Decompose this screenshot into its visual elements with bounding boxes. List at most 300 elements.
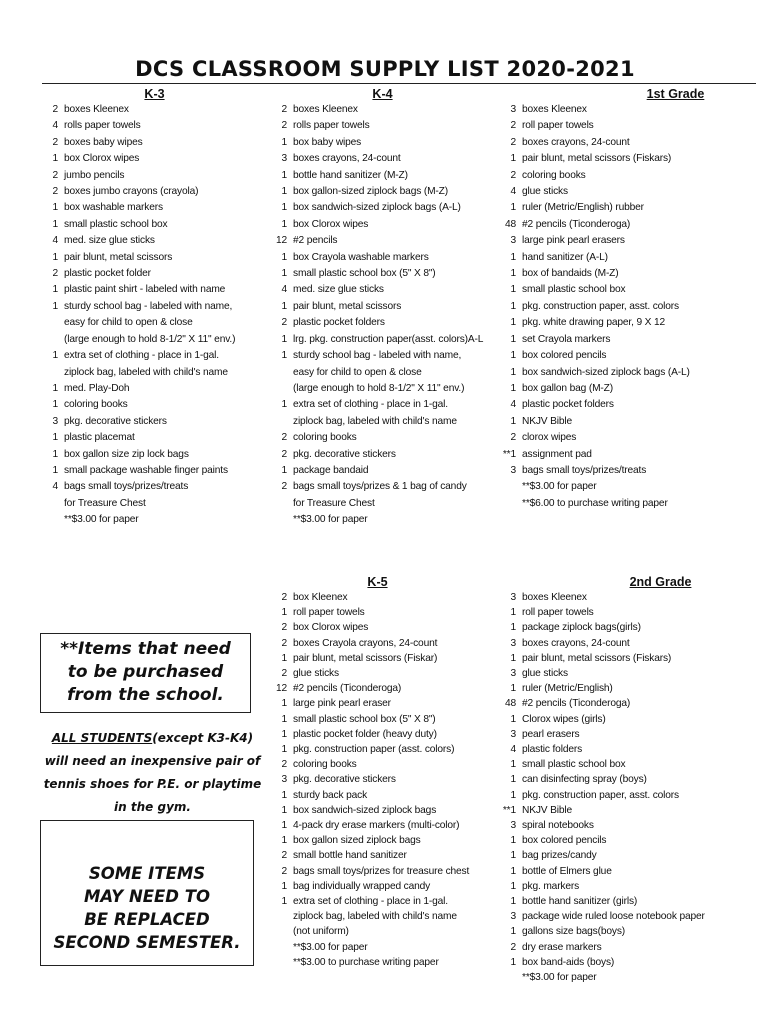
item-description: box colored pencils: [522, 835, 607, 847]
item-description: sturdy back pack: [293, 789, 368, 801]
item-description: box gallon-sized ziplock bags (M-Z): [293, 186, 448, 198]
item-description: #2 pencils: [293, 235, 338, 247]
item-quantity: 1: [52, 153, 58, 165]
list-item: [265, 818, 500, 833]
item-description: hand sanitizer (A-L): [522, 251, 608, 263]
item-quantity: 3: [52, 415, 58, 427]
list-item: [493, 200, 758, 216]
list-item: [265, 447, 500, 463]
list-item: [265, 681, 500, 696]
item-description: box Clorox wipes: [64, 153, 140, 165]
item-description: Clorox wipes (girls): [522, 713, 606, 725]
item-description: ziplock bag, labeled with child's name: [293, 415, 457, 427]
list-item: [493, 332, 758, 348]
item-description: plastic pocket folder: [64, 268, 151, 280]
item-description: boxes crayons, 24-count: [522, 637, 630, 649]
item-description: 4-pack dry erase markers (multi-color): [293, 820, 460, 832]
item-description: box colored pencils: [522, 350, 607, 362]
item-description: ziplock bag, labeled with child's name: [64, 366, 228, 378]
item-quantity: 1: [510, 366, 516, 378]
list-item: [493, 414, 758, 430]
item-description: box Crayola washable markers: [293, 251, 429, 263]
item-quantity: 1: [281, 333, 287, 345]
list-item: [493, 924, 758, 939]
item-description: assignment pad: [522, 448, 592, 460]
list-item: [265, 833, 500, 848]
item-quantity: 1: [281, 713, 287, 725]
page-title: DCS CLASSROOM SUPPLY LIST 2020-2021: [135, 57, 635, 81]
list-item: [265, 848, 500, 863]
item-description: bags small toys/prizes/treats: [64, 481, 189, 493]
list-item: [493, 250, 758, 266]
item-description: pair blunt, metal scissors: [64, 251, 173, 263]
k4-list: [265, 102, 500, 529]
item-description: ruler (Metric/English): [522, 683, 613, 695]
item-description: bottle of Elmers glue: [522, 865, 612, 877]
item-description: box gallon size zip lock bags: [64, 448, 189, 460]
item-quantity: 4: [52, 235, 58, 247]
item-quantity: 2: [510, 432, 516, 444]
item-description: spiral notebooks: [522, 820, 594, 832]
item-description: **$3.00 for paper: [522, 481, 597, 493]
item-quantity: 1: [510, 652, 516, 664]
item-description: plastic paint shirt - labeled with name: [64, 284, 226, 296]
students-note-line: tennis shoes for P.E. or playtime: [43, 777, 262, 791]
list-item: [493, 757, 758, 772]
item-description: plastic folders: [522, 744, 583, 756]
item-quantity: 2: [52, 136, 58, 148]
item-description: jumbo pencils: [64, 169, 125, 181]
list-item: [493, 496, 758, 512]
list-item: [493, 742, 758, 757]
item-quantity: 1: [281, 896, 287, 908]
item-description: pkg. markers: [522, 880, 580, 892]
item-quantity: 1: [510, 251, 516, 263]
item-description: box sandwich-sized ziplock bags (A-L): [522, 366, 690, 378]
item-quantity: 1: [510, 880, 516, 892]
list-item: [42, 233, 267, 249]
list-item: [265, 430, 500, 446]
item-description: pkg. construction paper, asst. colors: [522, 789, 679, 801]
item-quantity: 2: [281, 120, 287, 132]
list-item: [42, 512, 267, 528]
list-item: [493, 772, 758, 787]
item-quantity: [265, 924, 293, 939]
list-item: [42, 381, 267, 397]
item-description: package bandaid: [293, 464, 369, 476]
item-quantity: [42, 512, 64, 528]
item-quantity: 2: [281, 481, 287, 493]
item-quantity: 1: [510, 284, 516, 296]
item-description: small package washable finger paints: [64, 464, 228, 476]
list-item: [493, 955, 758, 970]
item-quantity: 3: [510, 592, 516, 603]
list-item: [493, 151, 758, 167]
list-item: [265, 184, 500, 200]
list-item: [42, 266, 267, 282]
item-quantity: 1: [52, 251, 58, 263]
item-quantity: 1: [510, 774, 516, 786]
k4-heading: K-4: [372, 87, 393, 101]
list-item: [265, 332, 500, 348]
grade2-list: [493, 590, 758, 985]
item-description: lrg. pkg. construction paper(asst. colors)A-L: [293, 333, 484, 345]
item-quantity: 1: [281, 820, 287, 832]
item-description: plastic pocket folder (heavy duty): [293, 728, 437, 740]
item-quantity: 2: [510, 120, 516, 132]
k3-column: [42, 86, 267, 529]
item-description: bags small toys/prizes/treats: [522, 464, 647, 476]
grade1-column: [493, 86, 758, 512]
list-item: [493, 727, 758, 742]
item-description: #2 pencils (Ticonderoga): [522, 698, 631, 710]
item-quantity: 2: [281, 448, 287, 460]
item-quantity: 48: [504, 698, 516, 710]
item-quantity: 4: [52, 481, 58, 493]
item-description: box washable markers: [64, 202, 163, 214]
item-quantity: 1: [281, 300, 287, 312]
list-item: [493, 803, 758, 818]
item-description: (large enough to hold 8-1/2" X 11" env.): [293, 382, 465, 394]
list-item: [265, 315, 500, 331]
item-quantity: 1: [52, 399, 58, 411]
k5-column: [265, 574, 500, 970]
list-item: [42, 200, 267, 216]
list-item: [493, 909, 758, 924]
item-description: glue sticks: [522, 668, 568, 680]
item-description: sturdy school bag - labeled with name,: [293, 350, 462, 362]
item-quantity: [265, 955, 293, 970]
item-description: large pink pearl eraser: [293, 698, 391, 710]
grade1-list: [493, 102, 758, 512]
list-item: [265, 712, 500, 727]
item-description: med. size glue sticks: [293, 284, 384, 296]
item-quantity: 2: [281, 622, 287, 634]
list-item: [493, 833, 758, 848]
item-description: #2 pencils (Ticonderoga): [522, 218, 631, 230]
item-description: extra set of clothing - place in 1-gal.: [293, 399, 448, 411]
list-item: [42, 315, 267, 331]
list-item: [265, 590, 500, 605]
item-description: pkg. decorative stickers: [293, 448, 396, 460]
list-item: [493, 118, 758, 134]
item-description: bottle hand sanitizer (M-Z): [293, 169, 408, 181]
students-note-line: in the gym.: [114, 800, 191, 814]
list-item: [42, 397, 267, 413]
list-item: [42, 102, 267, 118]
list-item: [493, 217, 758, 233]
item-description: boxes Kleenex: [293, 104, 358, 115]
list-item: [265, 605, 500, 620]
item-quantity: [42, 315, 64, 331]
item-quantity: 1: [281, 835, 287, 847]
item-description: med. size glue sticks: [64, 235, 155, 247]
item-quantity: 1: [52, 300, 58, 312]
item-description: plastic placemat: [64, 432, 135, 444]
item-quantity: 2: [52, 169, 58, 181]
item-description: pkg. decorative stickers: [293, 774, 396, 786]
list-item: [265, 233, 500, 249]
item-quantity: 1: [52, 432, 58, 444]
item-description: set Crayola markers: [522, 333, 611, 345]
item-description: extra set of clothing - place in 1-gal.: [64, 350, 219, 362]
list-item: [493, 184, 758, 200]
item-quantity: 12: [275, 235, 287, 247]
item-quantity: 1: [281, 698, 287, 710]
list-item: [493, 681, 758, 696]
replace-note-line: SECOND SEMESTER.: [53, 933, 241, 952]
students-note-line: will need an inexpensive pair of: [44, 754, 261, 768]
item-description: small plastic school box (5" X 8"): [293, 713, 436, 725]
item-description: small plastic school box: [64, 218, 168, 230]
list-item: [493, 940, 758, 955]
item-quantity: 4: [510, 744, 516, 756]
item-quantity: 1: [510, 789, 516, 801]
item-description: dry erase markers: [522, 941, 602, 953]
item-quantity: 2: [281, 432, 287, 444]
grade2-heading: 2nd Grade: [629, 575, 692, 589]
item-quantity: 4: [510, 186, 516, 198]
item-description: NKJV Bible: [522, 415, 573, 427]
item-quantity: 3: [510, 235, 516, 247]
item-description: roll paper towels: [522, 120, 594, 132]
item-quantity: 1: [510, 835, 516, 847]
item-quantity: 1: [510, 333, 516, 345]
list-item: [493, 299, 758, 315]
item-quantity: 2: [281, 668, 287, 680]
item-quantity: 3: [281, 774, 287, 786]
list-item: [493, 818, 758, 833]
list-item: [265, 696, 500, 711]
item-quantity: [42, 496, 64, 512]
item-description: coloring books: [64, 399, 128, 411]
list-item: [265, 463, 500, 479]
item-description: boxes Crayola crayons, 24-count: [293, 637, 438, 649]
item-quantity: [265, 512, 293, 528]
list-item: [42, 479, 267, 495]
list-item: [42, 430, 267, 446]
item-description: med. Play-Doh: [64, 382, 130, 394]
list-item: [493, 590, 758, 605]
item-description: for Treasure Chest: [64, 497, 146, 509]
list-item: [265, 757, 500, 772]
replace-note-line: BE REPLACED: [84, 910, 210, 929]
students-note: [40, 727, 265, 819]
item-quantity: 1: [510, 350, 516, 362]
item-description: glue sticks: [522, 186, 568, 198]
item-quantity: 2: [510, 169, 516, 181]
item-description: pkg. decorative stickers: [64, 415, 167, 427]
item-description: box gallon bag (M-Z): [522, 382, 613, 394]
item-quantity: 3: [510, 728, 516, 740]
item-description: **$3.00 for paper: [522, 972, 597, 984]
item-quantity: 2: [281, 759, 287, 771]
item-description: pair blunt, metal scissors: [293, 300, 402, 312]
item-description: plastic pocket folders: [293, 317, 385, 329]
item-quantity: 1: [281, 607, 287, 619]
item-description: boxes baby wipes: [64, 136, 143, 148]
list-item: [265, 365, 500, 381]
item-description: ziplock bag, labeled with child's name: [293, 911, 457, 923]
item-description: pkg. construction paper, asst. colors: [522, 300, 679, 312]
item-quantity: 2: [510, 941, 516, 953]
list-item: [493, 282, 758, 298]
list-item: [493, 397, 758, 413]
item-quantity: 3: [510, 911, 516, 923]
list-item: [493, 879, 758, 894]
list-item: [265, 118, 500, 134]
item-quantity: 1: [52, 464, 58, 476]
item-quantity: **1: [502, 448, 516, 460]
item-description: small plastic school box (5" X 8"): [293, 268, 436, 280]
k5-heading: K-5: [367, 575, 388, 589]
list-item: [42, 135, 267, 151]
item-description: small plastic school box: [522, 284, 626, 296]
list-item: [493, 479, 758, 495]
list-item: [265, 381, 500, 397]
item-description: box Kleenex: [293, 592, 348, 603]
list-item: [42, 365, 267, 381]
k4-column: [265, 86, 500, 529]
list-item: [42, 217, 267, 233]
item-description: box baby wipes: [293, 136, 362, 148]
item-quantity: 1: [510, 202, 516, 214]
item-quantity: 1: [510, 896, 516, 908]
item-quantity: 1: [510, 926, 516, 938]
item-description: **$3.00 for paper: [293, 941, 368, 953]
list-item: [42, 168, 267, 184]
list-item: [265, 636, 500, 651]
item-quantity: [265, 414, 293, 430]
item-quantity: 1: [281, 728, 287, 740]
list-item: [42, 282, 267, 298]
item-description: small bottle hand sanitizer: [293, 850, 407, 862]
item-quantity: 1: [510, 415, 516, 427]
list-item: [493, 848, 758, 863]
purchase-note-box: [40, 633, 251, 713]
list-item: [265, 151, 500, 167]
students-note-underlined: ALL STUDENTS: [51, 731, 153, 745]
list-item: [265, 217, 500, 233]
item-quantity: 1: [281, 218, 287, 230]
list-item: [493, 864, 758, 879]
item-description: (not uniform): [293, 926, 349, 938]
item-quantity: 1: [510, 153, 516, 165]
item-quantity: 1: [52, 218, 58, 230]
item-description: box gallon sized ziplock bags: [293, 835, 421, 847]
replace-note-line: SOME ITEMS: [88, 864, 206, 883]
item-quantity: [265, 496, 293, 512]
item-quantity: 1: [281, 804, 287, 816]
item-quantity: 3: [510, 104, 516, 115]
list-item: [493, 168, 758, 184]
item-quantity: 1: [510, 317, 516, 329]
list-item: [493, 233, 758, 249]
item-quantity: 1: [510, 865, 516, 877]
list-item: [493, 620, 758, 635]
item-description: #2 pencils (Ticonderoga): [293, 683, 402, 695]
item-description: ruler (Metric/English) rubber: [522, 202, 644, 214]
list-item: [265, 250, 500, 266]
item-description: bags small toys/prizes for treasure chest: [293, 865, 470, 877]
item-quantity: 1: [52, 202, 58, 214]
item-description: for Treasure Chest: [293, 497, 375, 509]
list-item: [42, 414, 267, 430]
k5-list: [265, 590, 500, 970]
list-item: [42, 250, 267, 266]
list-item: [265, 651, 500, 666]
list-item: [265, 909, 500, 924]
list-item: [265, 772, 500, 787]
item-quantity: 1: [510, 382, 516, 394]
item-quantity: 12: [275, 683, 287, 695]
list-item: [493, 430, 758, 446]
item-description: box sandwich-sized ziplock bags: [293, 804, 437, 816]
list-item: [265, 397, 500, 413]
item-description: pearl erasers: [522, 728, 580, 740]
item-quantity: [265, 365, 293, 381]
list-item: [42, 151, 267, 167]
item-quantity: 1: [281, 169, 287, 181]
list-item: [42, 299, 267, 315]
list-item: [493, 970, 758, 985]
item-description: rolls paper towels: [293, 120, 370, 132]
list-item: [493, 365, 758, 381]
item-description: easy for child to open & close: [293, 366, 422, 378]
list-item: [265, 788, 500, 803]
list-item: [265, 742, 500, 757]
item-quantity: 1: [281, 744, 287, 756]
list-item: [265, 940, 500, 955]
item-quantity: 4: [52, 120, 58, 132]
item-description: bottle hand sanitizer (girls): [522, 896, 638, 908]
item-quantity: 1: [281, 399, 287, 411]
list-item: [265, 299, 500, 315]
list-item: [493, 463, 758, 479]
list-item: [42, 496, 267, 512]
item-description: package ziplock bags(girls): [522, 622, 641, 634]
list-item: [265, 803, 500, 818]
list-item: [493, 894, 758, 909]
item-quantity: 1: [281, 136, 287, 148]
list-item: [493, 788, 758, 803]
list-item: [42, 463, 267, 479]
item-quantity: 1: [510, 683, 516, 695]
list-item: [265, 479, 500, 495]
item-description: boxes crayons, 24-count: [293, 153, 401, 165]
item-quantity: 3: [510, 464, 516, 476]
list-item: [42, 332, 267, 348]
list-item: [42, 118, 267, 134]
item-description: coloring books: [293, 432, 357, 444]
item-description: NKJV Bible: [522, 804, 573, 816]
item-quantity: 1: [281, 268, 287, 280]
item-description: boxes crayons, 24-count: [522, 136, 630, 148]
item-description: boxes jumbo crayons (crayola): [64, 186, 199, 198]
list-item: [42, 184, 267, 200]
item-quantity: [265, 381, 293, 397]
list-item: [493, 381, 758, 397]
students-note-lead: (except K3-K4): [152, 731, 254, 745]
item-description: **$6.00 to purchase writing paper: [522, 497, 668, 509]
item-description: box Clorox wipes: [293, 218, 369, 230]
list-item: [265, 924, 500, 939]
item-quantity: 1: [510, 607, 516, 619]
list-item: [265, 102, 500, 118]
item-description: small plastic school box: [522, 759, 626, 771]
item-description: coloring books: [293, 759, 357, 771]
item-quantity: 1: [510, 850, 516, 862]
